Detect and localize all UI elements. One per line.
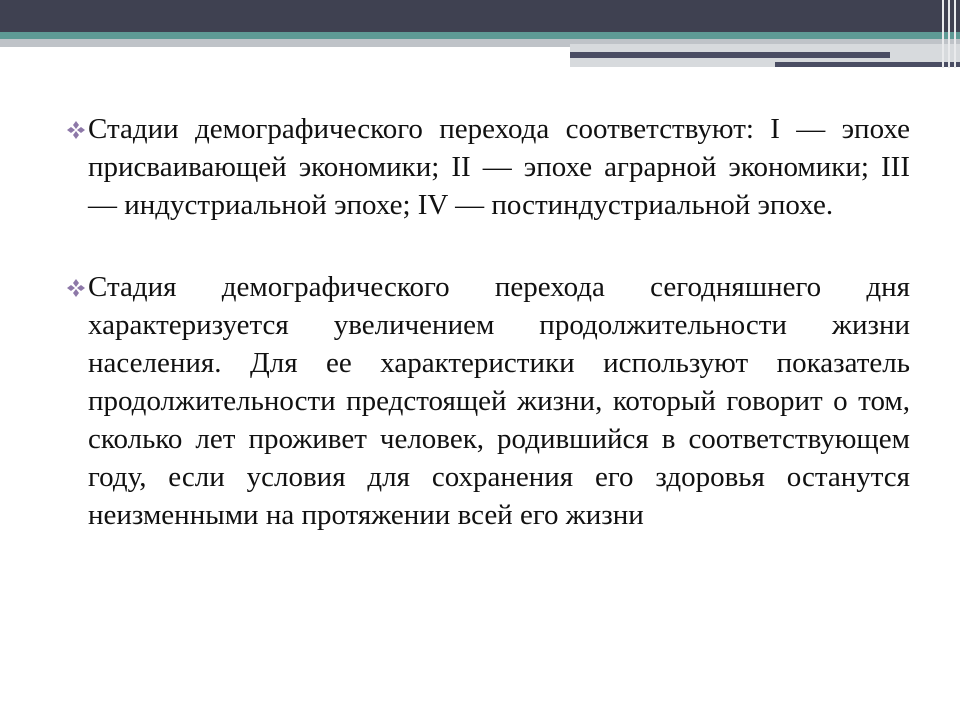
bullet-paragraph-1 <box>88 110 910 224</box>
diamond-bullet-icon <box>66 278 86 298</box>
header-tab-stripe-2 <box>775 62 960 67</box>
diamond-bullet-icon <box>66 120 86 140</box>
bullet-paragraph-2 <box>88 268 910 534</box>
slide-content <box>88 110 910 578</box>
header-edge-lines <box>938 0 960 68</box>
header-band <box>0 0 960 32</box>
header-accent-line <box>0 32 960 39</box>
bullet-text-2: Стадия демографического перехода сегодняшнего дня характеризуется увеличением продолжительности жизни населения. Для ее характеристики используют показатель продолжительности предстоящей жизни, который говорит о том, сколько лет проживет человек, родившийся в соответствующем году, если условия для сохранения его здоровья останутся неизменными на протяжении всей его жизни <box>88 271 910 531</box>
bullet-text-1: Стадии демографического перехода соответствуют: I — эпохе присваивающей экономики; II — эпохе аграрной экономики; III — индустриальной эпохе; IV — постиндустриальной эпохе. <box>88 113 910 221</box>
header-tab-stripe-1 <box>570 52 890 58</box>
